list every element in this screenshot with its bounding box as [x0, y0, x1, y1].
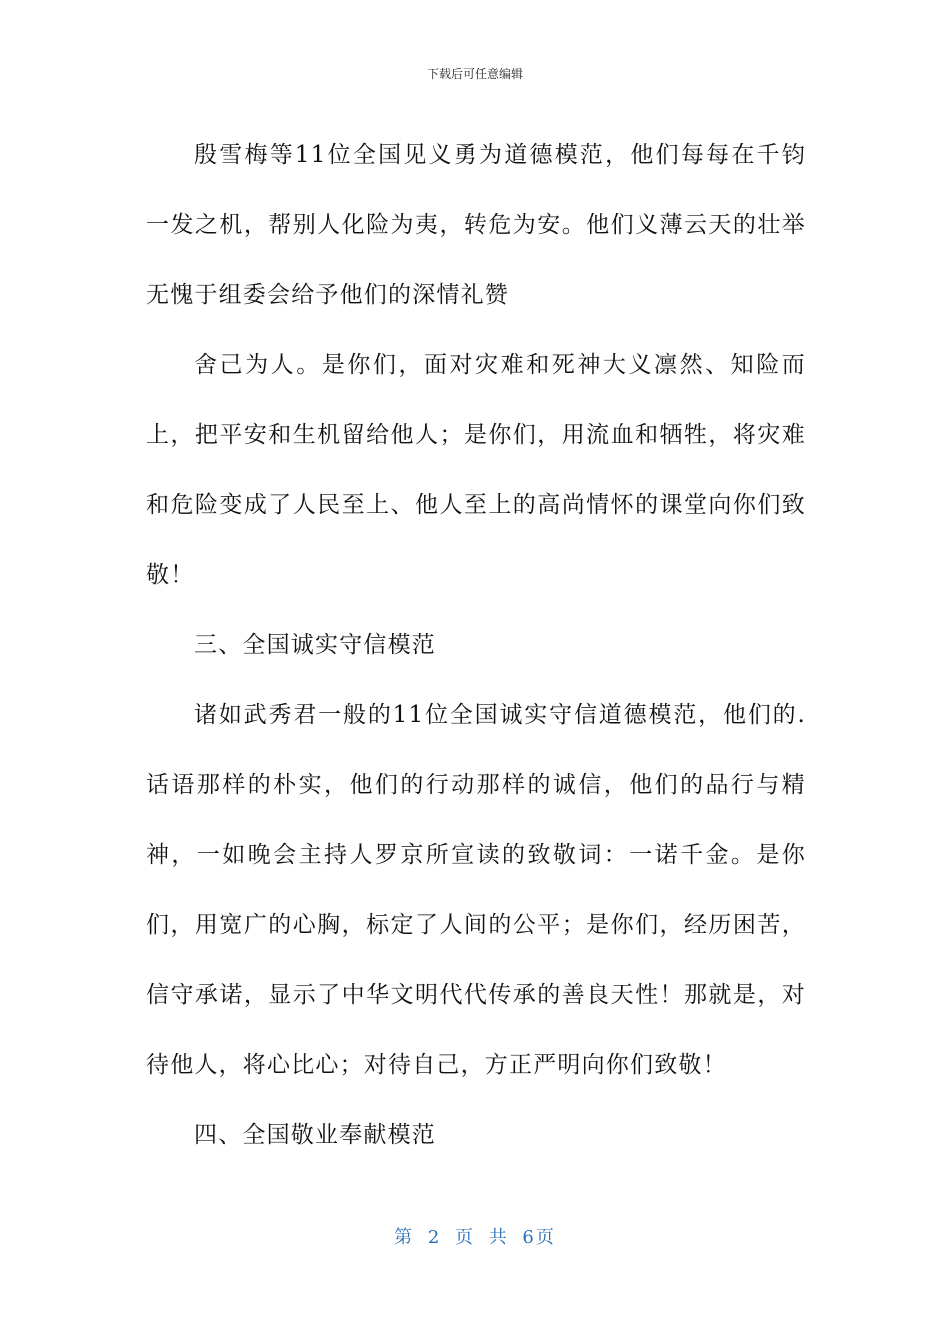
section-heading-honesty: 三、全国诚实守信模范	[194, 632, 436, 658]
paragraph-moral-model-intro: 殷雪梅等11位全国见义勇为道德模范，他们每每在千钧一发之机，帮别人化险为夷，转危为安。他们义薄云天的壮举无愧于组委会给予他们的深情礼赞	[146, 142, 806, 308]
page-header: 下载后可任意编辑	[426, 67, 523, 81]
page-number-footer: 第 2 页 共 6页	[394, 1227, 556, 1248]
paragraph-honesty-tribute: 诸如武秀君一般的11位全国诚实守信道德模范，他们的.话语那样的朴实，他们的行动那样的诚信，他们的品行与精神，一如晚会主持人罗京所宣读的致敬词：一诺千金。是你们，用宽广的心胸，标定了人间的公平；是你们，经历困苦，信守承诺，显示了中华文明代代传承的善良天性！那就是，对待他人，将心比心；对待自己，方正严明向你们致敬！	[146, 702, 806, 1078]
paragraph-selfless-tribute: 舍己为人。是你们，面对灾难和死神大义凛然、知险而上，把平安和生机留给他人；是你们，用流血和牺牲，将灾难和危险变成了人民至上、他人至上的高尚情怀的课堂向你们致敬！	[146, 352, 806, 588]
section-heading-dedication: 四、全国敬业奉献模范	[194, 1122, 436, 1148]
document-body	[146, 120, 806, 1170]
